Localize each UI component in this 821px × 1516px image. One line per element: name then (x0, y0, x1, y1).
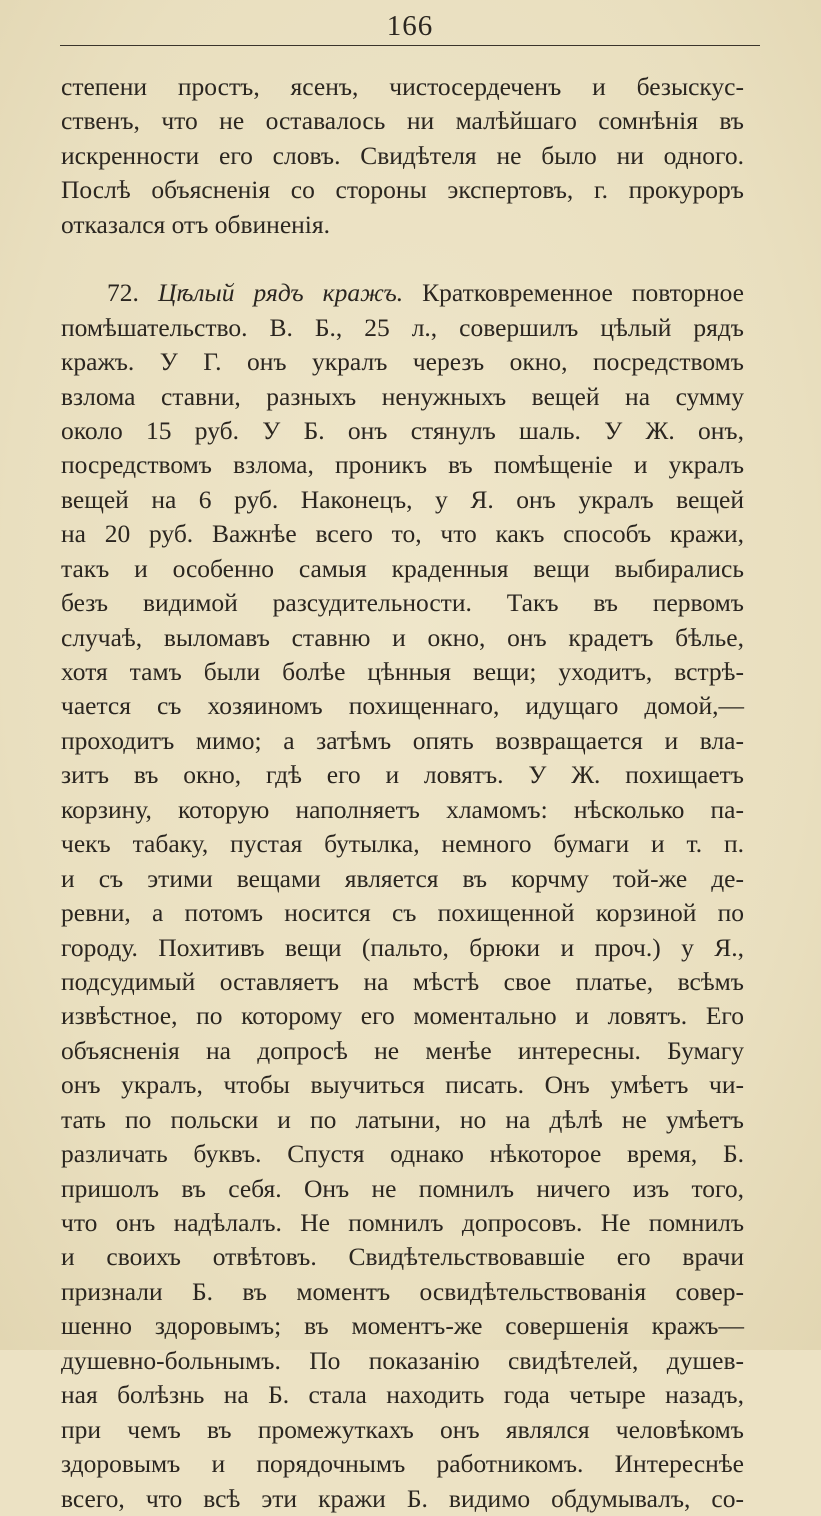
text-line: чекъ табаку, пустая бутылка, немного бумаги и т. п. (61, 829, 744, 859)
text-line: здоровымъ и порядочнымъ работникомъ. Интереснѣе (61, 1449, 744, 1479)
text-line: и своихъ отвѣтовъ. Свидѣтельствовавшіе его врачи (61, 1242, 744, 1272)
text-line: городу. Похитивъ вещи (пальто, брюки и проч.) у Я., (61, 932, 744, 962)
text-line: признали Б. въ моментъ освидѣтельствованія совер- (61, 1276, 744, 1306)
text-line: различать буквъ. Спустя однако нѣкоторое время, Б. (61, 1139, 744, 1169)
text-line: корзину, которую наполняетъ хламомъ: нѣсколько па- (61, 794, 744, 824)
text-line: пришолъ въ себя. Онъ не помнилъ ничего изъ того, (61, 1173, 744, 1203)
text-line: при чемъ въ промежуткахъ онъ являлся человѣкомъ (61, 1414, 744, 1444)
text-line: посредствомъ взлома, проникъ въ помѣщеніе и укралъ (61, 450, 744, 480)
text-line: искренности его словъ. Свидѣтеля не было ни одного. (61, 140, 744, 170)
page-number: 166 (386, 10, 434, 42)
text-line: всего, что всѣ эти кражи Б. видимо обдумывалъ, со- (61, 1483, 744, 1513)
text-line: чается съ хозяиномъ похищеннаго, идущаго домой,— (61, 691, 744, 721)
text-line: взлома ставни, разныхъ ненужныхъ вещей на сумму (61, 381, 744, 411)
page-header (60, 6, 760, 46)
text-line: ная болѣзнь на Б. стала находить года четыре назадъ, (61, 1380, 744, 1410)
paragraph-gap (61, 242, 744, 276)
text-line: тать по польски и по латыни, но на дѣлѣ не умѣетъ (61, 1104, 744, 1134)
text-line: около 15 руб. У Б. онъ стянулъ шаль. У Ж. онъ, (61, 415, 744, 445)
text-line: степени простъ, ясенъ, чистосердеченъ и безыскус- (61, 72, 744, 101)
text-line: шенно здоровымъ; въ моментъ-же совершенія кражъ— (61, 1311, 744, 1341)
paragraph-1 (61, 70, 744, 242)
first-line-text: Кратковременное повторное (422, 278, 745, 308)
text-line: вещей на 6 руб. Наконецъ, у Я. онъ укралъ вещей (61, 484, 744, 514)
text-line: кражъ. У Г. онъ укралъ черезъ окно, посредствомъ (61, 347, 744, 377)
case-number: 72. (107, 278, 139, 308)
text-line: извѣстное, по которому его моментально и ловятъ. Его (61, 1001, 744, 1031)
text-line: зитъ въ окно, гдѣ его и ловятъ. У Ж. похищаетъ (61, 760, 744, 790)
text-line: онъ укралъ, чтобы выучиться писать. Онъ умѣетъ чи- (61, 1070, 744, 1100)
text-line: и съ этими вещами является въ корчму той-же де- (61, 863, 744, 893)
text-line: случаѣ, выломавъ ставню и окно, онъ крадетъ бѣлье, (61, 622, 744, 652)
header-rule (60, 45, 760, 46)
text-line: ревни, а потомъ носится съ похищенной корзиной по (61, 898, 744, 928)
text-line: Послѣ объясненія со стороны экспертовъ, г. прокуроръ (61, 175, 744, 205)
text-line: помѣшательство. В. Б., 25 л., совершилъ цѣлый рядъ (61, 312, 744, 342)
text-line: хотя тамъ были болѣе цѣнныя вещи; уходитъ, встрѣ- (61, 657, 744, 686)
text-line: такъ и особенно самыя краденныя вещи выбирались (61, 553, 744, 583)
text-line: подсудимый оставляетъ на мѣстѣ свое платье, всѣмъ (61, 966, 744, 996)
case-title: Цѣлый рядъ кражъ. (157, 278, 404, 308)
text-line: душевно-больнымъ. По показанію свидѣтелей, душев- (61, 1345, 744, 1375)
text-line: на 20 руб. Важнѣе всего то, что какъ способъ кражи, (61, 519, 744, 549)
paragraph-2 (61, 276, 744, 1516)
text-line: безъ видимой разсудительности. Такъ въ первомъ (61, 588, 744, 618)
text-line: что онъ надѣлалъ. Не помнилъ допросовъ. Не помнилъ (61, 1208, 744, 1237)
text-line: отказался отъ обвиненія. (61, 209, 330, 239)
text-line: объясненія на допросѣ не менѣе интересны. Бумагу (61, 1035, 744, 1065)
text-line: проходитъ мимо; а затѣмъ опять возвращается и вла- (61, 725, 744, 755)
text-line: ственъ, что не оставалось ни малѣйшаго сомнѣнія въ (61, 106, 744, 136)
body-text (61, 70, 744, 1516)
paragraph-first-line (61, 276, 744, 310)
